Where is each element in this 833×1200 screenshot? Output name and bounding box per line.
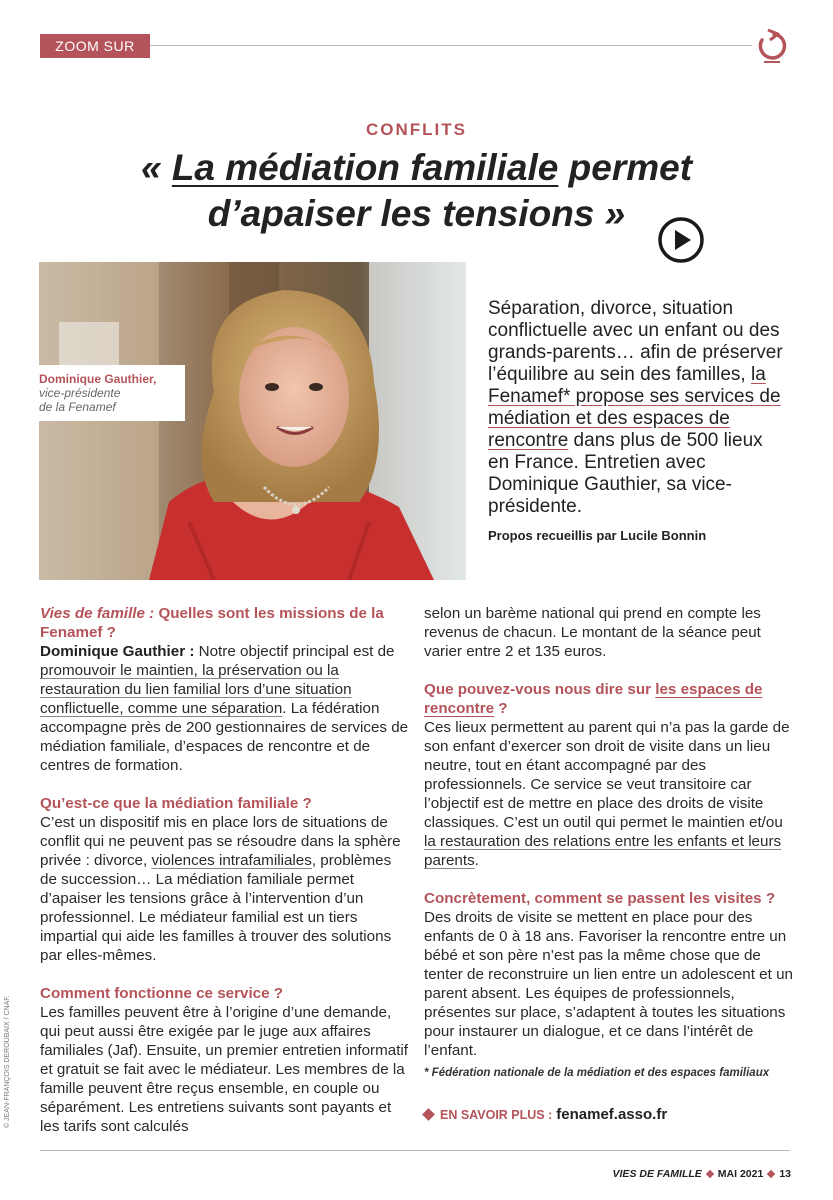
page-footer	[613, 1168, 791, 1180]
question-5: Concrètement, comment se passent les visites ?	[424, 890, 776, 907]
body-column-left	[40, 604, 412, 1136]
photo-credit: © JEAN-FRANÇOIS DEROUBAIX / CNAF.	[4, 995, 11, 1128]
answer-5: Des droits de visite se mettent en place pour des enfants de 0 à 18 ans. Favoriser la rencontre entre un bébé et son père n’est pas la même chose que de tenter de reconstruire un lien entre un adolescent et un parent absent. Les équipes de professionnels, présentes sur place, s’adaptent à toutes les situations pour instaurer un dialogue, et ce dans l’intérêt de l’enfant.	[424, 909, 793, 1059]
footer-diamond-icon	[767, 1170, 775, 1178]
footer-magazine: VIES DE FAMILLE	[612, 1168, 702, 1180]
portrait-photo	[39, 262, 466, 580]
play-icon[interactable]	[656, 215, 706, 265]
header-rule	[150, 45, 752, 46]
answer-4-link[interactable]: la restauration des relations entre les enfants et leurs parents	[424, 833, 782, 869]
article-kicker: CONFLITS	[366, 120, 467, 139]
answer-1-link[interactable]: promouvoir le maintien, la préservation ou la restauration du lien familial lors d’une situation conflictuelle, comme une séparation	[40, 662, 352, 717]
answer-2: C’est un dispositif mis en place lors de situations de conflit qui ne peuvent pas se résoudre dans la sphère privée : divorce, violences intrafamiliales, problèmes de succession… La médiation familiale permet d’apaiser les tensions grâce à l’intervention d’un professionnel. Le médiateur familial est un tiers impartial qui aide les familles à trouver des solutions par elles-mêmes.	[40, 814, 401, 964]
section-tag: ZOOM SUR	[40, 34, 150, 58]
byline: Propos recueillis par Lucile Bonnin	[488, 528, 707, 543]
learn-more-label: EN SAVOIR PLUS :	[440, 1107, 553, 1122]
question-1: Vies de famille : Quelles sont les missions de la Fenamef ?	[40, 605, 384, 641]
article-headline: « La médiation familiale permet d’apaiser les tensions »	[140, 147, 693, 234]
footer-diamond-icon	[706, 1170, 714, 1178]
caption-role-line1: vice-présidente	[39, 386, 121, 400]
answer-2-link[interactable]: violences intrafamiliales	[151, 852, 312, 869]
answer-3: Les familles peuvent être à l’origine d’une demande, qui peut aussi être exigée par le juge aux affaires familiales (Jaf). Ensuite, un premier entretien informatif et gratuit se fait avec le médiateur. Les membres de la famille peuvent être reçus ensemble, en couple ou séparément. Les entretiens suivants sont payants et les tarifs sont calculés	[40, 1004, 409, 1135]
photo-caption	[39, 365, 185, 421]
answer-3-continued: selon un barème national qui prend en compte les revenus de chacun. Le montant de la séance peut varier entre 2 et 135 euros.	[424, 605, 761, 660]
headline-link[interactable]: La médiation familiale	[171, 147, 559, 188]
caf-logo-icon	[754, 28, 790, 68]
answer-1: Dominique Gauthier : Notre objectif principal est de promouvoir le maintien, la préservation ou la restauration du lien familial lors d’une situation conflictuelle, comme une séparation. La fédération accompagne près de 200 gestionnaires de services de médiation familiale, d’espaces de rencontre et de centres de formation.	[40, 643, 409, 774]
footer-issue: MAI 2021	[717, 1168, 764, 1180]
question-3: Comment fonctionne ce service ?	[40, 985, 284, 1002]
learn-more	[424, 1106, 667, 1123]
article-intro: Séparation, divorce, situation conflictuelle avec un enfant ou des grands-parents… afin de préserver l’équilibre au sein des familles, la Fenamef* propose ses services de médiation et des espaces de rencontre dans plus de 500 lieux en France. Entretien avec Dominique Gauthier, sa vice-présidente.	[488, 298, 783, 517]
question-4-link[interactable]: les espaces de rencontre	[424, 681, 763, 717]
learn-more-link[interactable]: fenamef.asso.fr	[556, 1106, 668, 1123]
page-number: 13	[779, 1168, 791, 1180]
caption-name: Dominique Gauthier,	[39, 372, 157, 386]
caption-role-line2: de la Fenamef	[39, 400, 116, 414]
footnote: * Fédération nationale de la médiation et des espaces familiaux	[424, 1067, 770, 1079]
answer-4: Ces lieux permettent au parent qui n’a pas la garde de son enfant d’exercer son droit de visite dans un lieu neutre, tout en étant accompagné par des professionnels. Ce service se veut transitoire car l’objectif est de mettre en place des droits de visite classiques. C’est un outil qui permet le maintien et/ou la restauration des relations entre les enfants et leurs parents.	[424, 719, 790, 869]
footer-rule	[40, 1150, 790, 1151]
intro-link[interactable]: la Fenamef* propose ses services de médiation et des espaces de rencontre	[488, 364, 781, 451]
body-column-right	[424, 604, 794, 1060]
question-4: Que pouvez-vous nous dire sur les espaces de rencontre ?	[424, 681, 763, 717]
diamond-bullet-icon	[422, 1108, 435, 1121]
question-2: Qu’est-ce que la médiation familiale ?	[40, 795, 312, 812]
